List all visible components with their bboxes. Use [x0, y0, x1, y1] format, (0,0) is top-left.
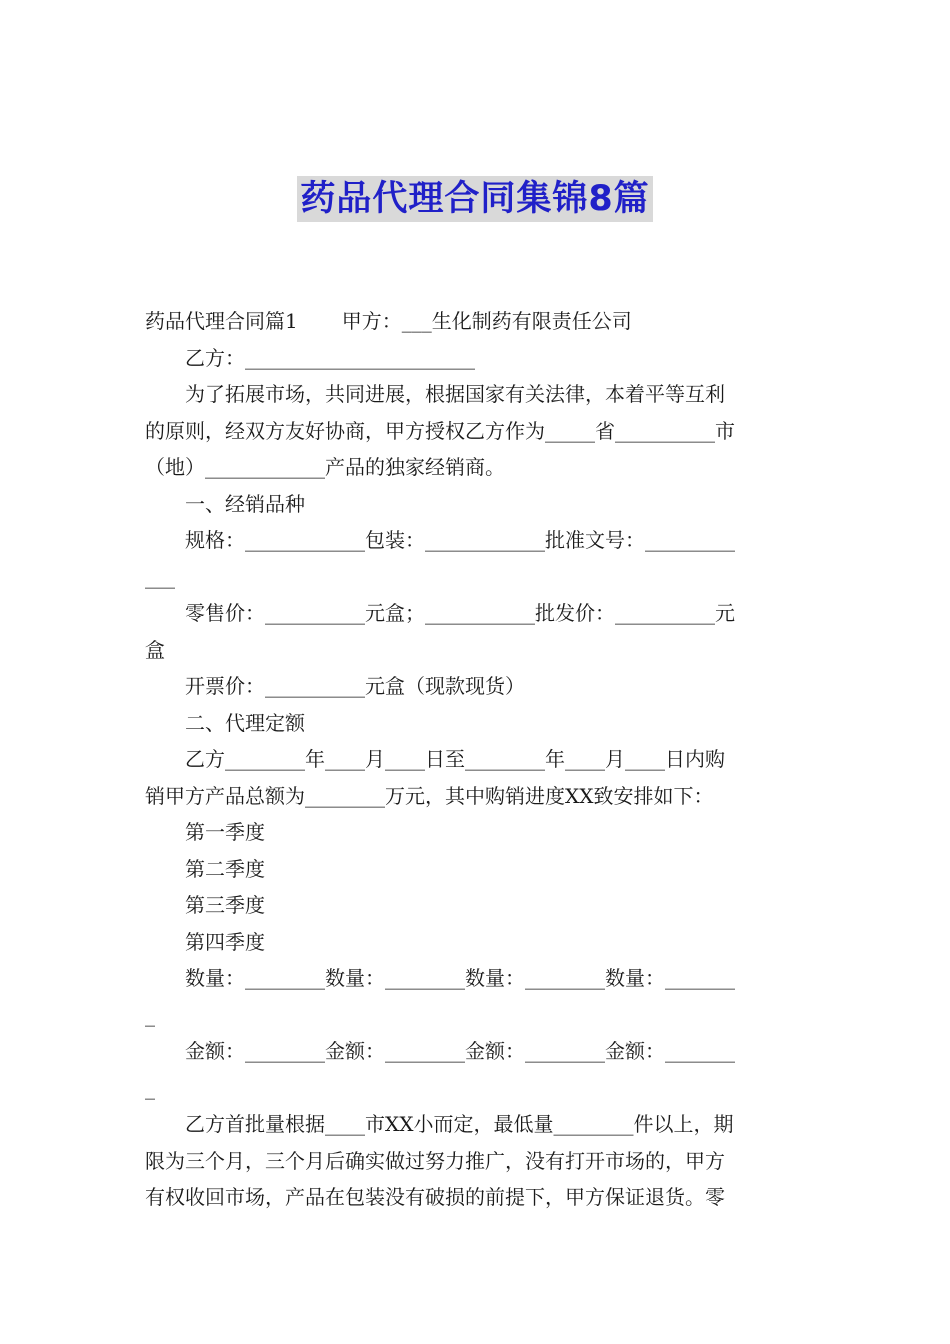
- contract-number: 药品代理合同篇1: [145, 309, 298, 333]
- document-title: [0, 176, 950, 222]
- paragraph-line: 盒: [145, 637, 165, 662]
- party-b: 乙方：_______________________: [185, 345, 475, 370]
- paragraph-line: 开票价：__________元盒（现款现货）: [185, 674, 525, 698]
- document-title-text: 药品代理合同集锦8篇: [297, 176, 652, 222]
- amount-line: 金额：________金额：________金额：________金额：_______: [185, 1039, 735, 1063]
- paragraph-line: 限为三个月，三个月后确实做过努力推广，没有打开市场的，甲方: [145, 1148, 725, 1173]
- quarter-label: 第三季度: [185, 893, 265, 917]
- contract-heading-line: [145, 303, 807, 340]
- paragraph-line: _: [145, 1002, 155, 1027]
- paragraph-line: 的原则，经双方友好协商，甲方授权乙方作为_____省__________市: [145, 418, 735, 443]
- quantity-line: 数量：________数量：________数量：________数量：_______: [185, 966, 735, 990]
- paragraph-line: 零售价：__________元盒；___________批发价：__________元: [185, 601, 735, 625]
- section-heading: 二、代理定额: [185, 710, 305, 735]
- paragraph-line: 乙方首批量根据____市XX小而定，最低量________件以上，期: [185, 1112, 734, 1136]
- paragraph-line: 乙方________年____月____日至________年____月____日内购: [185, 747, 725, 771]
- document-body: [145, 303, 807, 1216]
- paragraph-line: 为了拓展市场，共同进展，根据国家有关法律，本着平等互利: [185, 382, 725, 406]
- party-a: 甲方：___生化制药有限责任公司: [341, 309, 632, 333]
- paragraph-line: 有权收回市场，产品在包装没有破损的前提下，甲方保证退货。零: [145, 1185, 725, 1209]
- paragraph-line: ___: [145, 564, 175, 589]
- paragraph-line: 规格：____________包装：____________批准文号：_________: [185, 528, 735, 552]
- quarter-label: 第四季度: [185, 929, 265, 954]
- quarter-label: 第一季度: [185, 820, 265, 844]
- section-heading: 一、经销品种: [185, 491, 305, 516]
- paragraph-line: 销甲方产品总额为________万元，其中购销进度XX致安排如下：: [145, 783, 714, 808]
- paragraph-line: （地）____________产品的独家经销商。: [145, 455, 505, 479]
- quarter-label: 第二季度: [185, 856, 265, 881]
- paragraph-line: _: [145, 1075, 155, 1100]
